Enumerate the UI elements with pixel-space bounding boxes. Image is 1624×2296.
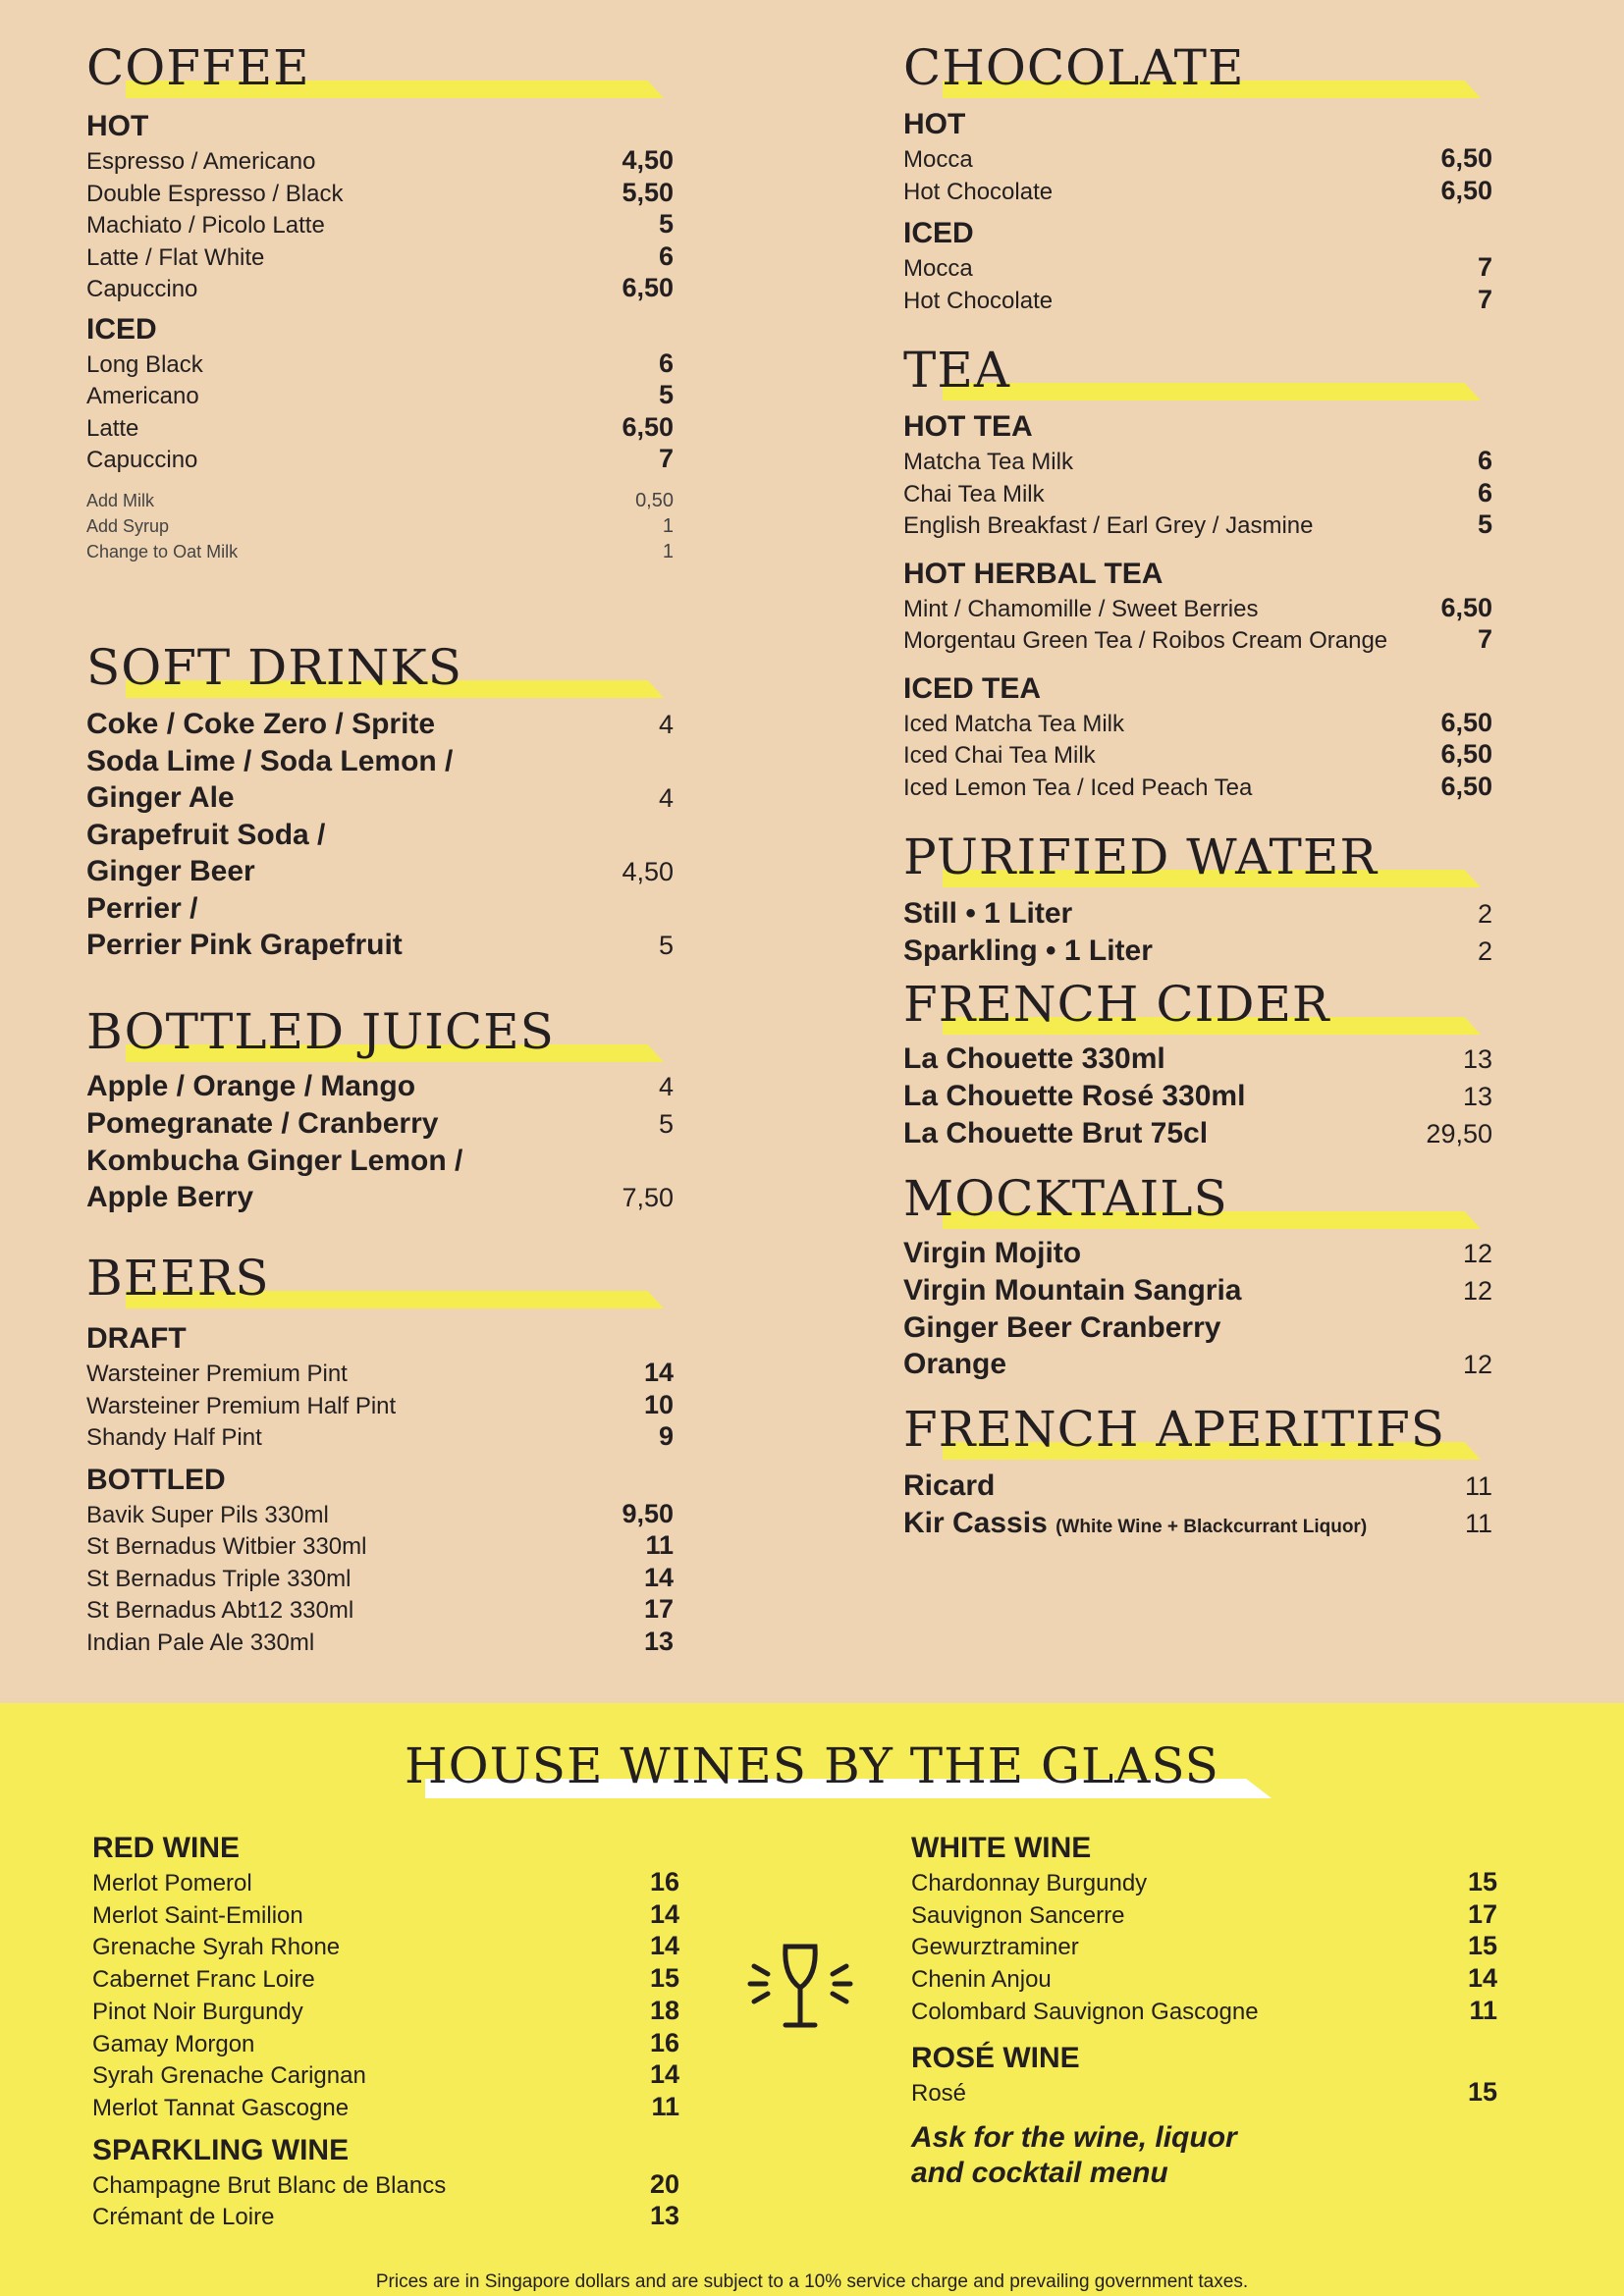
item-name: Virgin Mountain Sangria	[903, 1274, 1242, 1307]
menu-item	[903, 1272, 1492, 1309]
item-price: 2	[1477, 936, 1492, 966]
menu-item	[86, 1358, 674, 1390]
beers-bottled-label: BOTTLED	[86, 1463, 226, 1496]
menu-item	[86, 273, 674, 305]
menu-item	[86, 817, 674, 853]
item-price: 4,50	[622, 857, 674, 886]
item-name: La Chouette 330ml	[903, 1042, 1165, 1075]
item-price: 5,50	[622, 177, 674, 207]
white-wine-list	[911, 1867, 1497, 2028]
coffee-hot-list	[86, 145, 674, 305]
item-price: 12	[1462, 1239, 1492, 1268]
menu-item	[92, 1899, 679, 1932]
tea-hot-list	[903, 446, 1492, 542]
item-name: Merlot Saint-Emilion	[92, 1901, 303, 1929]
wine-left-column	[92, 1828, 679, 2233]
item-price: 11	[645, 1530, 674, 1560]
wine-right-column	[911, 1828, 1497, 2191]
item-price: 11	[1469, 1995, 1497, 2025]
item-name: Mocca	[903, 146, 973, 173]
menu-item	[92, 2201, 679, 2233]
item-price: 14	[649, 1898, 679, 1929]
menu-item	[86, 539, 674, 564]
beers-section	[86, 1250, 674, 1658]
item-price: 11	[1464, 1509, 1492, 1538]
item-name: Cabernet Franc Loire	[92, 1966, 315, 1994]
menu-item	[86, 1499, 674, 1531]
item-name: Colombard Sauvignon Gascogne	[911, 1998, 1259, 2025]
beers-title: BEERS	[86, 1250, 270, 1307]
menu-item	[903, 933, 1492, 970]
red-wine-label: RED WINE	[92, 1832, 240, 1864]
menu-item	[86, 348, 674, 381]
item-name: Sparkling • 1 Liter	[903, 934, 1153, 967]
menu-item	[903, 1235, 1492, 1272]
item-name: Apple Berry	[86, 1181, 254, 1213]
item-price: 11	[1464, 1471, 1492, 1501]
right-column	[903, 39, 1492, 1545]
tea-title-bar	[943, 383, 1481, 400]
item-name: St Bernadus Witbier 330ml	[86, 1533, 367, 1560]
item-price: 1	[662, 514, 674, 537]
menu-item	[86, 743, 674, 779]
item-name: Matcha Tea Milk	[903, 449, 1073, 475]
item-price: 6	[658, 240, 674, 271]
item-price: 6,50	[1440, 707, 1492, 737]
item-name: Perrier Pink Grapefruit	[86, 929, 403, 961]
item-price: 13	[643, 1626, 674, 1656]
menu-item	[92, 1996, 679, 2028]
water-title: PURIFIED WATER	[903, 828, 1378, 885]
menu-item	[86, 853, 674, 890]
menu-item	[86, 513, 674, 539]
item-name: Iced Lemon Tea / Iced Peach Tea	[903, 774, 1253, 801]
white-wine-label: WHITE WINE	[911, 1832, 1092, 1864]
item-name: Capuccino	[86, 276, 198, 302]
menu-item	[86, 706, 674, 743]
menu-item	[911, 1899, 1497, 1932]
juices-list	[86, 1068, 674, 1216]
item-name: Bavik Super Pils 330ml	[86, 1501, 329, 1528]
item-price: 17	[643, 1594, 674, 1624]
menu-item	[903, 1346, 1492, 1383]
coffee-hot-label: HOT	[86, 110, 149, 142]
item-price: 14	[643, 1562, 674, 1592]
menu-item	[903, 708, 1492, 740]
menu-item	[92, 2028, 679, 2060]
menu-item	[86, 380, 674, 412]
item-name: Sauvignon Sancerre	[911, 1901, 1125, 1929]
footer-note: Prices are in Singapore dollars and are subject to a 10% service charge and prevailing government taxes.	[375, 2271, 1249, 2292]
item-price: 4	[658, 710, 674, 739]
item-note: (White Wine + Blackcurrant Liquor)	[1056, 1517, 1368, 1537]
coffee-extras-list	[86, 488, 674, 564]
menu-item	[903, 1505, 1492, 1545]
item-price: 11	[651, 2091, 679, 2121]
item-price: 14	[643, 1358, 674, 1387]
wine-title: HOUSE WINES BY THE GLASS	[405, 1737, 1219, 1794]
item-name: Soda Lime / Soda Lemon /	[86, 745, 454, 777]
item-name: Champagne Brut Blanc de Blancs	[92, 2171, 447, 2199]
menu-item	[903, 1041, 1492, 1078]
item-name: Shandy Half Pint	[86, 1424, 262, 1451]
item-price: 6	[658, 347, 674, 378]
item-price: 15	[1467, 1931, 1497, 1961]
wine-title-wrap	[0, 1737, 1624, 1794]
mocktails-section	[903, 1170, 1492, 1383]
water-list	[903, 895, 1492, 970]
item-price: 16	[649, 2027, 679, 2057]
item-price: 5	[658, 209, 674, 239]
item-price: 7	[1477, 252, 1492, 282]
item-name: Double Espresso / Black	[86, 180, 344, 207]
item-price: 13	[1462, 1082, 1492, 1111]
item-name: Gamay Morgon	[92, 2030, 255, 2057]
tea-hot-label: HOT TEA	[903, 410, 1033, 443]
item-price: 15	[649, 1963, 679, 1994]
item-name: Chenin Anjou	[911, 1966, 1052, 1994]
tea-section	[903, 342, 1492, 803]
item-name: Gewurztraminer	[911, 1934, 1079, 1961]
item-price: 7	[1477, 624, 1492, 654]
item-price: 13	[649, 2201, 679, 2231]
item-name: Add Syrup	[86, 515, 170, 536]
cider-title: FRENCH CIDER	[903, 976, 1330, 1033]
chocolate-section	[903, 39, 1492, 316]
item-price: 14	[649, 2059, 679, 2090]
menu-item	[86, 927, 674, 964]
menu-item	[911, 1963, 1497, 1996]
item-price: 15	[1467, 2076, 1497, 2107]
item-name: Warsteiner Premium Pint	[86, 1361, 348, 1387]
item-name: Americano	[86, 383, 199, 409]
item-price: 9,50	[622, 1498, 674, 1528]
item-name: English Breakfast / Earl Grey / Jasmine	[903, 512, 1314, 539]
item-price: 7	[658, 444, 674, 473]
item-name: Ginger Ale	[86, 781, 235, 814]
item-price: 5	[1477, 509, 1492, 539]
item-price: 6,50	[1440, 143, 1492, 173]
juices-section	[86, 1003, 674, 1216]
sparkling-wine-label: SPARKLING WINE	[92, 2133, 350, 2166]
menu-item	[903, 1309, 1492, 1346]
menu-item	[86, 1421, 674, 1454]
item-name: Indian Pale Ale 330ml	[86, 1629, 315, 1656]
menu-item	[903, 252, 1492, 285]
menu-item	[903, 509, 1492, 542]
item-name: Morgentau Green Tea / Roibos Cream Orange	[903, 627, 1388, 654]
item-price: 6,50	[1440, 739, 1492, 769]
mocktails-list	[903, 1235, 1492, 1383]
item-price: 9	[658, 1421, 674, 1451]
item-name: La Chouette Brut 75cl	[903, 1117, 1209, 1149]
menu-item	[86, 1563, 674, 1595]
mocktails-title: MOCKTAILS	[903, 1170, 1228, 1227]
item-price: 6,50	[622, 411, 674, 442]
item-price: 5	[658, 931, 674, 960]
item-name: Chai Tea Milk	[903, 480, 1045, 507]
menu-item	[911, 1867, 1497, 1899]
menu-item	[903, 895, 1492, 933]
item-name: Chardonnay Burgundy	[911, 1870, 1148, 1896]
menu-item	[92, 2169, 679, 2202]
item-name: Latte / Flat White	[86, 243, 265, 271]
juices-title: BOTTLED JUICES	[86, 1003, 555, 1060]
menu-item	[903, 1115, 1492, 1152]
item-name: Grapefruit Soda /	[86, 819, 326, 851]
menu-item	[86, 241, 674, 274]
item-price: 4	[658, 1072, 674, 1101]
menu-item	[86, 1105, 674, 1143]
item-price: 12	[1462, 1350, 1492, 1379]
menu-item	[86, 178, 674, 210]
chocolate-title: CHOCOLATE	[903, 39, 1245, 96]
aperitifs-section	[903, 1401, 1492, 1545]
item-name: Ginger Beer	[86, 855, 255, 887]
item-name: St Bernadus Abt12 330ml	[86, 1597, 354, 1624]
item-name: Long Black	[86, 350, 203, 378]
chocolate-iced-list	[903, 252, 1492, 316]
item-name: Add Milk	[86, 490, 155, 510]
menu-item	[903, 739, 1492, 772]
item-price: 7	[1477, 284, 1492, 314]
item-price: 15	[1467, 1867, 1497, 1896]
item-name: Pomegranate / Cranberry	[86, 1107, 439, 1140]
item-name: Hot Chocolate	[903, 287, 1054, 314]
menu-item	[92, 1867, 679, 1899]
cider-section	[903, 976, 1492, 1152]
menu-item	[903, 772, 1492, 804]
coffee-iced-list	[86, 348, 674, 476]
tea-iced-list	[903, 708, 1492, 804]
item-name: Machiato / Picolo Latte	[86, 212, 325, 239]
item-name: Merlot Pomerol	[92, 1870, 252, 1896]
item-price: 5	[658, 1109, 674, 1139]
item-price: 20	[649, 2168, 679, 2199]
menu-item	[92, 2092, 679, 2124]
tea-herbal-label: HOT HERBAL TEA	[903, 557, 1164, 590]
menu-item	[86, 1627, 674, 1659]
cider-list	[903, 1041, 1492, 1152]
item-price: 29,50	[1426, 1119, 1492, 1148]
rose-wine-label: ROSÉ WINE	[911, 2041, 1080, 2074]
beers-draft-list	[86, 1358, 674, 1454]
item-price: 6,50	[1440, 175, 1492, 205]
aperitifs-title: FRENCH APERITIFS	[903, 1401, 1446, 1458]
chocolate-hot-list	[903, 143, 1492, 207]
item-name: Merlot Tannat Gascogne	[92, 2094, 350, 2121]
menu-item	[903, 624, 1492, 657]
item-price: 12	[1462, 1276, 1492, 1306]
item-price: 4	[658, 783, 674, 813]
item-price: 13	[1462, 1044, 1492, 1074]
red-wine-list	[92, 1867, 679, 2124]
item-name: Kombucha Ginger Lemon /	[86, 1145, 463, 1177]
item-price: 6	[1477, 446, 1492, 475]
menu-item	[86, 1179, 674, 1216]
item-name: Apple / Orange / Mango	[86, 1070, 416, 1102]
item-name: St Bernadus Triple 330ml	[86, 1565, 352, 1592]
item-name: Mint / Chamomille / Sweet Berries	[903, 595, 1259, 622]
menu-item	[911, 1996, 1497, 2028]
menu-item	[911, 2077, 1497, 2109]
aperitifs-list	[903, 1468, 1492, 1545]
item-price: 10	[643, 1389, 674, 1419]
item-name: Iced Chai Tea Milk	[903, 742, 1096, 769]
item-name: Rosé	[911, 2079, 967, 2107]
ask-for-menu-note	[911, 2120, 1497, 2191]
menu-item	[86, 444, 674, 476]
tea-title: TEA	[903, 342, 1010, 399]
ask-line-1: Ask for the wine, liquor	[911, 2121, 1237, 2155]
item-price: 6,50	[1440, 592, 1492, 622]
menu-item	[86, 1530, 674, 1563]
item-name: Espresso / Americano	[86, 148, 316, 175]
item-name: Grenache Syrah Rhone	[92, 1934, 341, 1961]
item-name: Mocca	[903, 255, 973, 282]
coffee-iced-label: ICED	[86, 312, 157, 346]
tea-iced-label: ICED TEA	[903, 671, 1042, 705]
soft-drinks-title: SOFT DRINKS	[86, 639, 463, 696]
menu-item	[86, 890, 674, 927]
menu-item	[86, 412, 674, 445]
item-price: 6,50	[622, 273, 674, 302]
item-price: 16	[649, 1867, 679, 1896]
item-price: 6	[1477, 477, 1492, 507]
item-price: 18	[649, 1995, 679, 2025]
item-price: 5	[658, 380, 674, 409]
menu-item	[86, 145, 674, 178]
menu-item	[86, 1390, 674, 1422]
menu-item	[86, 1143, 674, 1179]
menu-item	[86, 488, 674, 513]
tea-herbal-list	[903, 593, 1492, 657]
menu-item	[86, 1594, 674, 1627]
item-name: Virgin Mojito	[903, 1237, 1082, 1269]
item-price: 17	[1467, 1898, 1497, 1929]
water-section	[903, 828, 1492, 970]
menu-item	[903, 446, 1492, 478]
item-price: 14	[649, 1931, 679, 1961]
item-name: Syrah Grenache Carignan	[92, 2062, 366, 2090]
item-name: Hot Chocolate	[903, 178, 1054, 205]
item-name-wrap	[903, 1505, 1367, 1545]
sparkling-wine-list	[92, 2169, 679, 2233]
soft-drinks-section	[86, 639, 674, 964]
item-price: 7,50	[622, 1183, 674, 1212]
item-name: La Chouette Rosé 330ml	[903, 1080, 1246, 1112]
item-name: Pinot Noir Burgundy	[92, 1998, 303, 2025]
item-name: Crémant de Loire	[92, 2204, 275, 2231]
item-name: Orange	[903, 1348, 1007, 1380]
item-name: Still • 1 Liter	[903, 897, 1073, 930]
item-name: Latte	[86, 414, 139, 442]
item-price: 4,50	[622, 145, 674, 175]
menu-item	[911, 1931, 1497, 1963]
menu-item	[903, 1078, 1492, 1115]
menu-item	[92, 2059, 679, 2092]
coffee-title: COFFEE	[86, 39, 310, 96]
menu-item	[903, 285, 1492, 317]
menu-item	[92, 1963, 679, 1996]
item-name: Change to Oat Milk	[86, 541, 239, 561]
item-name: Capuccino	[86, 447, 198, 473]
menu-item	[92, 1931, 679, 1963]
soft-drinks-list	[86, 706, 674, 964]
rose-wine-list	[911, 2077, 1497, 2109]
item-price: 0,50	[635, 489, 674, 511]
item-name: Kir Cassis	[903, 1507, 1048, 1539]
left-column	[86, 39, 674, 1658]
item-name: Ricard	[903, 1469, 996, 1502]
menu-item	[903, 143, 1492, 176]
menu-item	[86, 1068, 674, 1105]
item-name: Perrier /	[86, 892, 198, 925]
menu-item	[903, 176, 1492, 208]
chocolate-hot-label: HOT	[903, 108, 966, 140]
item-price: 1	[662, 540, 674, 562]
beers-draft-label: DRAFT	[86, 1322, 187, 1355]
menu-item	[903, 1468, 1492, 1505]
menu-item	[86, 779, 674, 817]
item-name: Ginger Beer Cranberry	[903, 1311, 1221, 1344]
item-price: 14	[1467, 1963, 1497, 1994]
wine-glass-icon	[746, 1939, 854, 2037]
menu-item	[86, 209, 674, 241]
item-price: 6,50	[1440, 771, 1492, 801]
menu-item	[903, 478, 1492, 510]
ask-line-2: and cocktail menu	[911, 2157, 1168, 2190]
item-name: Iced Matcha Tea Milk	[903, 710, 1124, 737]
item-name: Coke / Coke Zero / Sprite	[86, 708, 436, 740]
item-name: Warsteiner Premium Half Pint	[86, 1392, 397, 1419]
item-price: 2	[1477, 899, 1492, 929]
beers-bottled-list	[86, 1499, 674, 1659]
chocolate-iced-label: ICED	[903, 217, 974, 249]
menu-item	[903, 593, 1492, 625]
coffee-section	[86, 39, 674, 594]
